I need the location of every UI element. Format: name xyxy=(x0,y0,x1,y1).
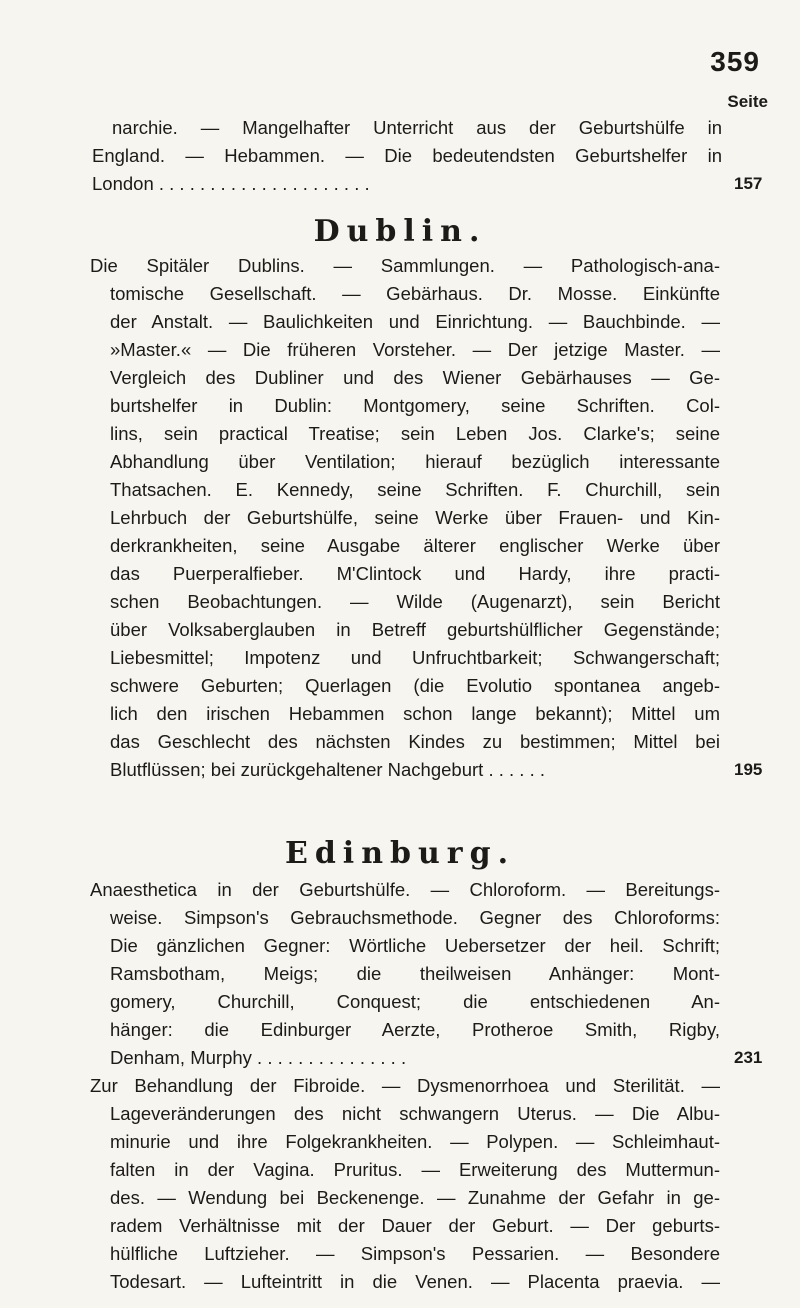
toc-line-text: Denham, Murphy . . . . . . . . . . . . . . . xyxy=(110,1047,407,1068)
toc-line: radem Verhältnisse mit der Dauer der Geburt. — Der geburts- xyxy=(110,1215,720,1236)
toc-line: das Geschlecht des nächsten Kindes zu bestimmen; Mittel bei xyxy=(110,731,720,752)
toc-line: Liebesmittel; Impotenz und Unfruchtbarkeit; Schwangerschaft; xyxy=(110,647,720,668)
toc-line: weise. Simpson's Gebrauchsmethode. Gegner des Chloroforms: xyxy=(110,907,720,928)
toc-line: des. — Wendung bei Beckenenge. — Zunahme der Gefahr in ge- xyxy=(110,1187,720,1208)
toc-line: burtshelfer in Dublin: Montgomery, seine Schriften. Col- xyxy=(110,395,720,416)
toc-line: narchie. — Mangelhafter Unterricht aus der Geburtshülfe in xyxy=(112,117,722,138)
page-number: 359 xyxy=(710,46,760,77)
toc-line: der Anstalt. — Baulichkeiten und Einrichtung. — Bauchbinde. — xyxy=(110,311,720,332)
section-heading-edinburg: Edinburg. xyxy=(284,836,516,871)
toc-line: lins, sein practical Treatise; sein Leben Jos. Clarke's; seine xyxy=(110,423,720,444)
toc-line-with-ref xyxy=(92,170,763,198)
page-reference: 157 xyxy=(734,174,763,193)
toc-line-text: Blutflüssen; bei zurückgehaltener Nachgeburt . . . . . . xyxy=(110,759,545,780)
page-reference: 195 xyxy=(734,760,763,779)
toc-line: lich den irischen Hebammen schon lange bekannt); Mittel um xyxy=(110,703,720,724)
toc-line: gomery, Churchill, Conquest; die entschiedenen An- xyxy=(110,991,720,1012)
toc-entry-dublin xyxy=(90,252,763,784)
toc-line: Todesart. — Lufteintritt in die Venen. — Placenta praevia. — xyxy=(110,1271,720,1292)
toc-line: über Volksaberglauben in Betreff geburtshülflicher Gegenstände; xyxy=(110,619,720,640)
toc-line: hänger: die Edinburger Aerzte, Protheroe Smith, Rigby, xyxy=(110,1019,720,1040)
toc-line: Zur Behandlung der Fibroide. — Dysmenorrhoea und Sterilität. — xyxy=(90,1075,720,1096)
toc-line: »Master.« — Die früheren Vorsteher. — Der jetzige Master. — xyxy=(110,339,720,360)
toc-line: minurie und ihre Folgekrankheiten. — Polypen. — Schleimhaut- xyxy=(110,1131,720,1152)
toc-line: Die gänzlichen Gegner: Wörtliche Uebersetzer der heil. Schrift; xyxy=(110,935,720,956)
toc-line: Ramsbotham, Meigs; die theilweisen Anhänger: Mont- xyxy=(110,963,720,984)
toc-line: hülfliche Luftzieher. — Simpson's Pessarien. — Besondere xyxy=(110,1243,720,1264)
toc-entry-anaesthetica xyxy=(90,876,763,1072)
section-heading-dublin: Dublin. xyxy=(313,214,487,249)
toc-line: Thatsachen. E. Kennedy, seine Schriften. F. Churchill, sein xyxy=(110,479,720,500)
toc-line: derkrankheiten, seine Ausgabe älterer englischer Werke über xyxy=(110,535,720,556)
toc-line: tomische Gesellschaft. — Gebärhaus. Dr. Mosse. Einkünfte xyxy=(110,283,720,304)
toc-line: das Puerperalfieber. M'Clintock und Hardy, ihre practi- xyxy=(110,563,720,584)
toc-line: Lehrbuch der Geburtshülfe, seine Werke über Frauen- und Kin- xyxy=(110,507,720,528)
seite-column-label: Seite xyxy=(727,92,768,111)
toc-line: England. — Hebammen. — Die bedeutendsten Geburtshelfer in xyxy=(92,145,722,166)
toc-entry-fibroide xyxy=(90,1072,720,1296)
toc-line: Vergleich des Dubliner und des Wiener Gebärhauses — Ge- xyxy=(110,367,720,388)
toc-line-text: London . . . . . . . . . . . . . . . . . . . . . xyxy=(92,173,370,194)
toc-line: schen Beobachtungen. — Wilde (Augenarzt), sein Bericht xyxy=(110,591,720,612)
toc-line-with-ref xyxy=(90,1044,763,1072)
toc-line: Die Spitäler Dublins. — Sammlungen. — Pathologisch-ana- xyxy=(90,255,720,276)
toc-line-with-ref xyxy=(90,756,763,784)
page-reference: 231 xyxy=(734,1048,763,1067)
toc-line: Lageveränderungen des nicht schwangern Uterus. — Die Albu- xyxy=(110,1103,720,1124)
toc-line: falten in der Vagina. Pruritus. — Erweiterung des Muttermun- xyxy=(110,1159,720,1180)
toc-entry-london xyxy=(92,114,763,198)
toc-line: schwere Geburten; Querlagen (die Evolutio spontanea angeb- xyxy=(110,675,720,696)
toc-line: Abhandlung über Ventilation; hierauf bezüglich interessante xyxy=(110,451,720,472)
toc-line: Anaesthetica in der Geburtshülfe. — Chloroform. — Bereitungs- xyxy=(90,879,720,900)
